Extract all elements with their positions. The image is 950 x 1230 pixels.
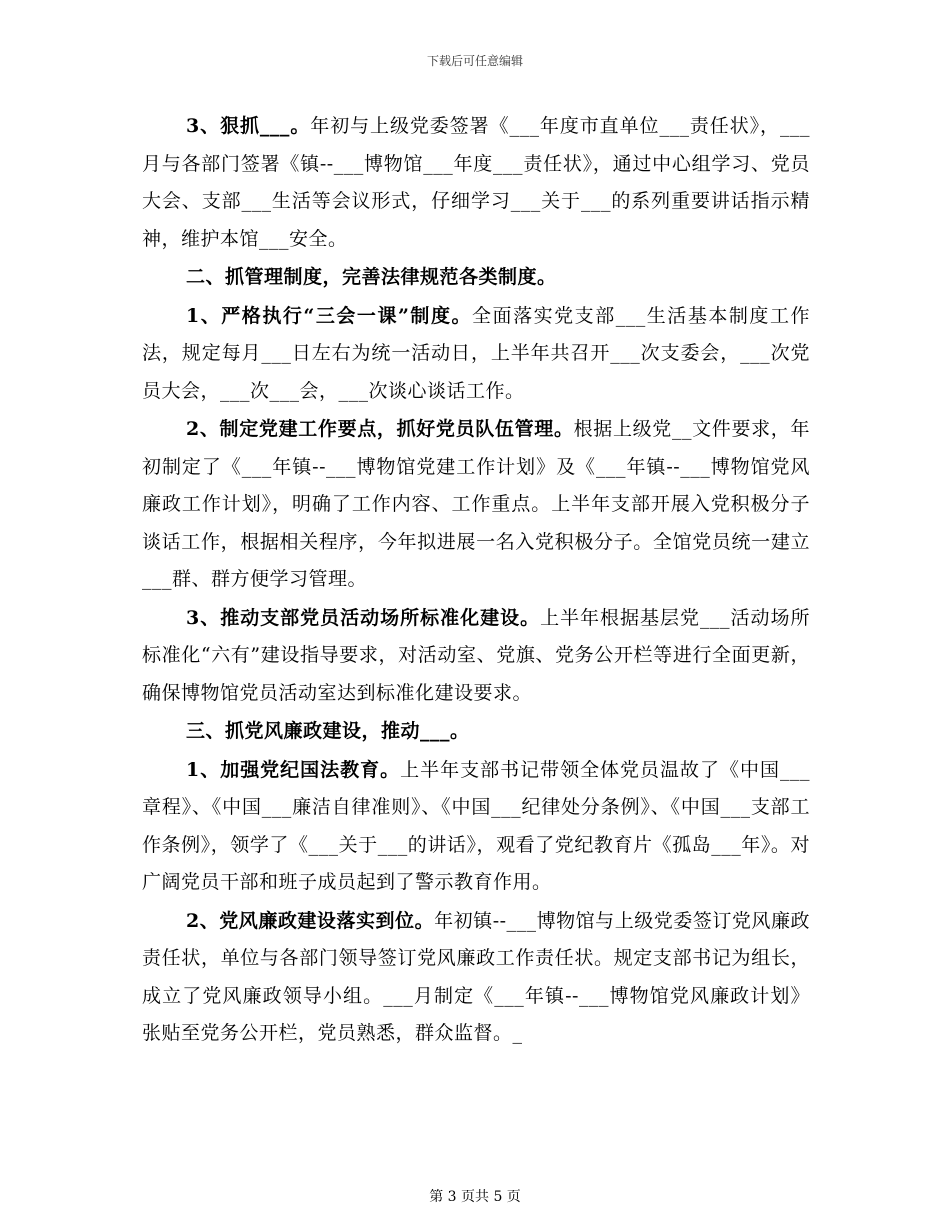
section-heading-integrity: 三、抓党风廉政建设，推动___。	[186, 720, 470, 742]
paragraph-text: 年初与上级党委签署《___年度市直单位___责任状》，___月与各部门签署《镇--___博物馆___年度___责任状》，通过中心组学习、党员大会、支部___生活等会议形式，仔细学习___关于___的系列重要讲话指示精神，维护本馆___安全。	[142, 115, 810, 250]
paragraph-strict-control	[142, 108, 810, 258]
page-header: 下载后可任意编辑	[426, 54, 523, 68]
paragraph-text: 上半年根据基层党___活动场所标准化“六有”建设指导要求，对活动室、党旗、党务公开栏等进行全面更新，确保博物馆党员活动室达到标准化建设要求。	[142, 606, 810, 704]
paragraph-integrity-implementation	[142, 903, 810, 1053]
paragraph-text: 全面落实党支部___生活基本制度工作法，规定每月___日左右为统一活动日，上半年共召开___次支委会，___次党员大会，___次___会，___次谈心谈话工作。	[142, 304, 810, 402]
paragraph-discipline-education	[142, 752, 810, 902]
paragraph-text: 上半年支部书记带领全体党员温故了《中国___章程》、《中国___廉洁自律准则》、《中国___纪律处分条例》、《中国___支部工作条例》，领学了《___关于___的讲话》，观看了党纪教育片《孤岛___年》。对广阔党员干部和班子成员起到了警示教育作用。	[142, 758, 810, 893]
paragraph-lead: 2、制定党建工作要点，抓好党员队伍管理。	[186, 418, 574, 440]
paragraph-text: 根据上级党__文件要求，年初制定了《___年镇--___博物馆党建工作计划》及《___年镇--___博物馆党风廉政工作计划》，明确了工作内容、工作重点。上半年支部开展入党积极分子谈话工作，根据相关程序，今年拟进展一名入党积极分子。全馆党员统一建立___群、群方便学习管理。	[142, 418, 810, 590]
paragraph-lead: 1、加强党纪国法教育。	[186, 758, 401, 781]
paragraph-activity-venue	[142, 600, 810, 713]
paragraph-three-meetings	[142, 298, 810, 411]
paragraph-work-plan	[142, 411, 810, 599]
paragraph-lead: 2、党风廉政建设落实到位。	[186, 909, 435, 932]
paragraph-text: 年初镇--___博物馆与上级党委签订党风廉政责任状，单位与各部门领导签订党风廉政工作责任状。规定支部书记为组长，成立了党风廉政领导小组。___月制定《___年镇--___博物馆党风廉政计划》张贴至党务公开栏，党员熟悉，群众监督。_	[142, 909, 810, 1044]
document-body	[142, 108, 810, 1054]
paragraph-lead: 3、推动支部党员活动场所标准化建设。	[186, 606, 541, 629]
paragraph-lead: 1、严格执行“三会一课”制度。	[186, 304, 473, 327]
page-footer: 第 3 页共 5 页	[429, 1189, 521, 1205]
section-heading-management: 二、抓管理制度，完善法律规范各类制度。	[186, 266, 557, 288]
paragraph-lead: 3、狠抓___。	[186, 115, 311, 137]
